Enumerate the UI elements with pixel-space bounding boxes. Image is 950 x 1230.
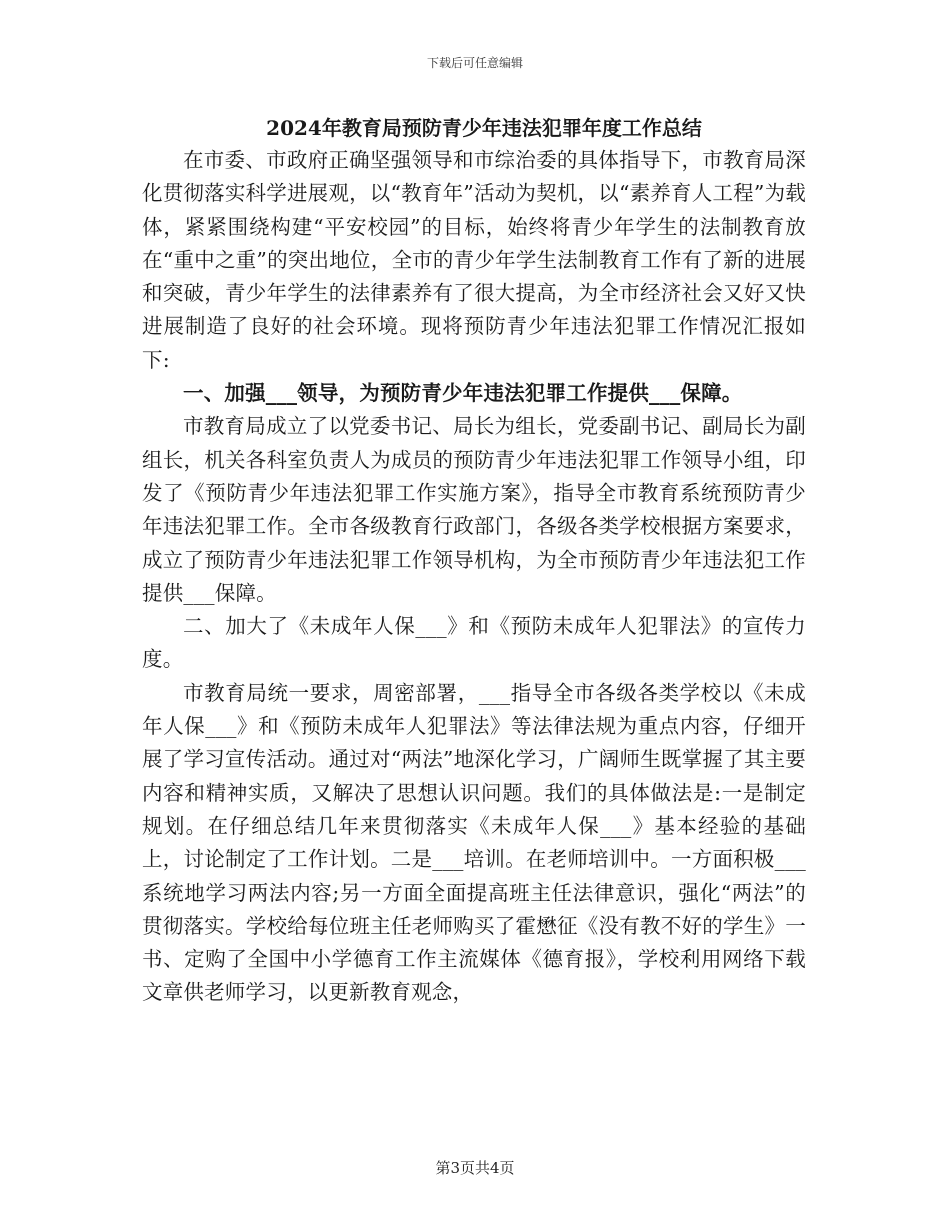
document-title: 2024年教育局预防青少年违法犯罪年度工作总结: [266, 116, 702, 140]
header-note: 下载后可任意编辑: [426, 56, 523, 70]
intro-paragraph: 在市委、市政府正确坚强领导和市综治委的具体指导下，市教育局深化贯彻落实科学进展观，以“教育年”活动为契机，以“素养育人工程”为载体，紧紧围绕构建“平安校园”的目标，始终将青少年学生的法制教育放在“重中之重”的突出地位，全市的青少年学生法制教育工作有了新的进展和突破，青少年学生的法律素养有了很大提高，为全市经济社会又好又快进展制造了良好的社会环境。现将预防青少年违法犯罪工作情况汇报如下:: [142, 148, 806, 372]
section-heading-2: 二、加大了《未成年人保___》和《预防未成年人犯罪法》的宣传力度。: [142, 614, 806, 672]
section-2-paragraph: 市教育局统一要求，周密部署，___指导全市各级各类学校以《未成年人保___》和《预防未成年人犯罪法》等法律法规为重点内容，仔细开展了学习宣传活动。通过对“两法”地深化学习，广阔师生既掌握了其主要内容和精神实质，又解决了思想认识问题。我们的具体做法是:一是制定规划。在仔细总结几年来贯彻落实《未成年人保___》基本经验的基础上，讨论制定了工作计划。二是___培训。在老师培训中。一方面积极___系统地学习两法内容;另一方面全面提高班主任法律意识，强化“两法”的贯彻落实。学校给每位班主任老师购买了霍懋征《没有教不好的学生》一书、定购了全国中小学德育工作主流媒体《德育报》，学校利用网络下载文章供老师学习，以更新教育观念，: [142, 680, 806, 1005]
section-1-paragraph: 市教育局成立了以党委书记、局长为组长，党委副书记、副局长为副组长，机关各科室负责人为成员的预防青少年违法犯罪工作领导小组，印发了《预防青少年违法犯罪工作实施方案》，指导全市教育系统预防青少年违法犯罪工作。全市各级教育行政部门，各级各类学校根据方案要求，成立了预防青少年违法犯罪工作领导机构，为全市预防青少年违法犯工作提供___保障。: [142, 414, 806, 605]
section-heading-1: 一、加强___领导，为预防青少年违法犯罪工作提供___保障。: [183, 381, 743, 406]
document-body: [142, 112, 806, 1010]
page-number-footer: 第3页共4页: [435, 1159, 515, 1177]
